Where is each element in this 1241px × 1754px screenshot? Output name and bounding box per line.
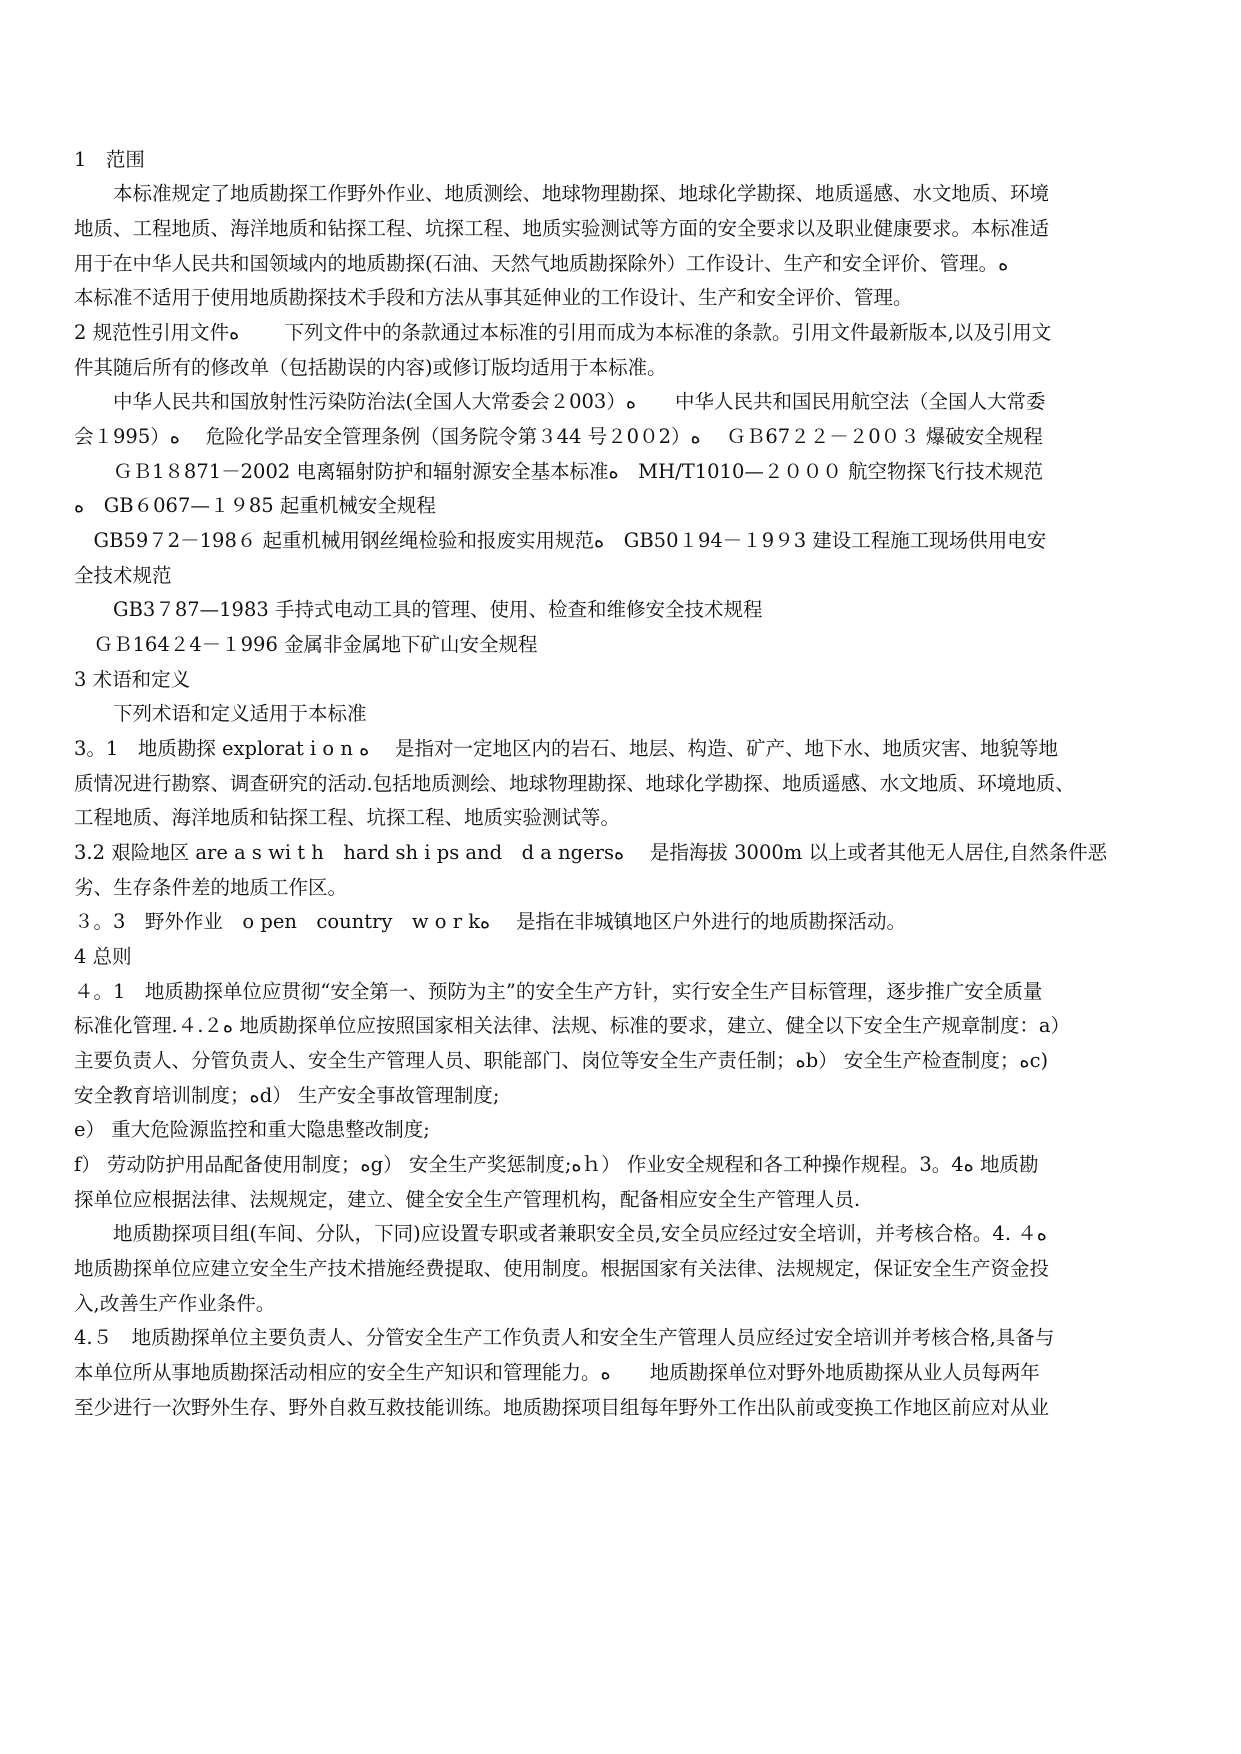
text-line: GB59７2－198６ 起重机械用钢丝绳检验和报废实用规范ە GB50１94－１9９3 建设工程施工现场供用电安 (74, 529, 1047, 552)
text-line: 劣、生存条件差的地质工作区。 (74, 876, 348, 899)
section-heading-terms: 3 术语和定义 (74, 668, 191, 691)
text-line: 会１995）ە 危险化学品安全管理条例（国务院令第３44 号２0０2）ە ＧＢ67２２－２0０３ 爆破安全规程 (74, 425, 1043, 448)
text-line: 中华人民共和国放射性污染防治法(全国人大常委会２003）ە 中华人民共和国民用航空法（全国人大常委 (74, 390, 1046, 413)
text-line: 至少进行一次野外生存、野外自救互救技能训练。地质勘探项目组每年野外工作出队前或变换工作地区前应对从业 (74, 1396, 1050, 1419)
text-line: 主要负责人、分管负责人、安全生产管理人员、职能部门、岗位等安全生产责任制；ەb） 安全生产检查制度；ەc) (74, 1049, 1049, 1072)
text-line: ＧＢ164２4－１996 金属非金属地下矿山安全规程 (74, 633, 538, 656)
text-line: 3.2 艰险地区 are a s wi t h hard sh i ps and d a ngersە 是指海拔 3000m 以上或者其他无人居住,自然条件恶 (74, 841, 1108, 864)
text-line: 安全教育培训制度；ەd） 生产安全事故管理制度; (74, 1084, 500, 1107)
text-line: 地质、工程地质、海洋地质和钻探工程、坑探工程、地质实验测试等方面的安全要求以及职业健康要求。本标准适 (74, 217, 1050, 240)
text-line: 用于在中华人民共和国领域内的地质勘探(石油、天然气地质勘探除外）工作设计、生产和安全评价、管理。ە (74, 252, 1009, 275)
section-heading-scope: 1 范围 (74, 148, 145, 171)
text-line: 地质勘探单位应建立安全生产技术措施经费提取、使用制度。根据国家有关法律、法规规定，保证安全生产资金投 (74, 1257, 1050, 1280)
text-line: 地质勘探项目组(车间、分队，下同)应设置专职或者兼职安全员,安全员应经过安全培训，并考核合格。4. ４ە (74, 1222, 1047, 1245)
text-line: f） 劳动防护用品配备使用制度；ەg） 安全生产奖惩制度;ەｈ） 作业安全规程和各工种操作规程。3。4ە 地质勘 (74, 1153, 1039, 1176)
section-heading-references: 2 规范性引用文件ە 下列文件中的条款通过本标准的引用而成为本标准的条款。引用文件最新版本,以及引用文 (74, 321, 1052, 344)
text-line: e） 重大危险源监控和重大隐患整改制度; (74, 1118, 430, 1141)
section-heading-general: 4 总则 (74, 945, 132, 968)
text-line: ３。3 野外作业 o pen country w o r kە 是指在非城镇地区户外进行的地质勘探活动。 (74, 910, 906, 933)
text-line: 本标准规定了地质勘探工作野外作业、地质测绘、地球物理勘探、地球化学勘探、地质遥感、水文地质、环境 (74, 182, 1050, 205)
text-line: ４。1 地质勘探单位应贯彻“安全第一、预防为主”的安全生产方针，实行安全生产目标管理，逐步推广安全质量 (74, 980, 1043, 1003)
text-line: 探单位应根据法律、法规规定，建立、健全安全生产管理机构，配备相应安全生产管理人员. (74, 1188, 861, 1211)
text-line: 标准化管理.４.２ە 地质勘探单位应按照国家相关法律、法规、标准的要求，建立、健全以下安全生产规章制度：a） (74, 1014, 1070, 1037)
text-line: 工程地质、海洋地质和钻探工程、坑探工程、地质实验测试等。 (74, 806, 621, 829)
text-line: GB3７87—1983 手持式电动工具的管理、使用、检查和维修安全技术规程 (74, 598, 763, 621)
text-line: 质情况进行勘察、调查研究的活动.包括地质测绘、地球物理勘探、地球化学勘探、地质遥感、水文地质、环境地质、 (74, 772, 1075, 795)
text-line: ە GB６067—１９85 起重机械安全规程 (74, 494, 436, 517)
text-line: 本单位所从事地质勘探活动相应的安全生产知识和管理能力。ە 地质勘探单位对野外地质勘探从业人员每两年 (74, 1361, 1040, 1384)
text-line: 件其随后所有的修改单（包括勘误的内容)或修订版均适用于本标准。 (74, 356, 667, 379)
text-line: 入,改善生产作业条件。 (74, 1292, 276, 1315)
text-line: 全技术规范 (74, 564, 172, 587)
text-line: 下列术语和定义适用于本标准 (74, 702, 367, 725)
text-line: ＧＢ1８871－2002 电离辐射防护和辐射源安全基本标准ە MH/T1010—２０００ 航空物探飞行技术规范 (74, 460, 1044, 483)
text-line: 本标准不适用于使用地质勘探技术手段和方法从事其延伸业的工作设计、生产和安全评价、管理。 (74, 286, 913, 309)
text-line: 4.５ 地质勘探单位主要负责人、分管安全生产工作负责人和安全生产管理人员应经过安全培训并考核合格,具备与 (74, 1326, 1055, 1349)
text-line: 3。1 地质勘探 explorat i o n ە 是指对一定地区内的岩石、地层、构造、矿产、地下水、地质灾害、地貌等地 (74, 737, 1059, 760)
